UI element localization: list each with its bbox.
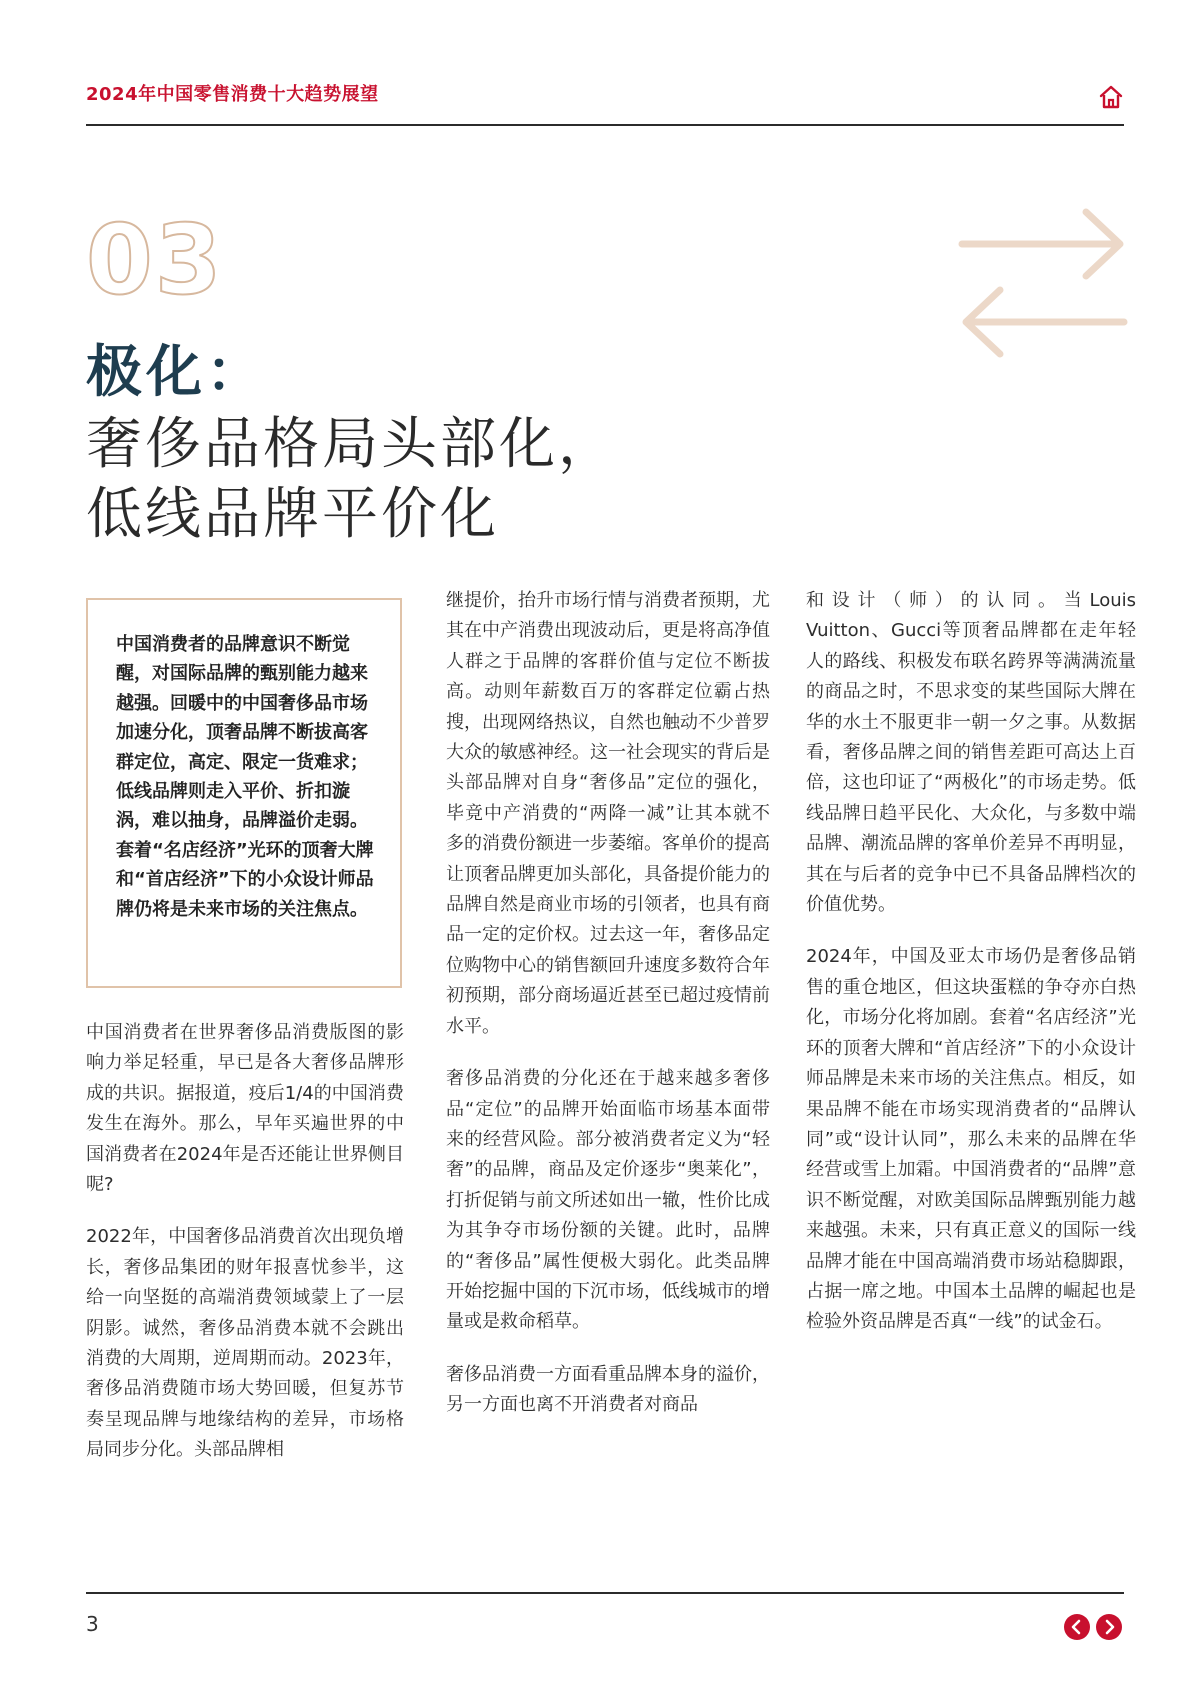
chapter-number: 03: [86, 204, 224, 316]
report-title: 2024年中国零售消费十大趋势展望: [86, 84, 379, 105]
next-page-button[interactable]: [1096, 1614, 1122, 1640]
text-column-3: [806, 586, 1136, 1360]
paragraph: 中国消费者在世界奢侈品消费版图的影响力举足轻重，早已是各大奢侈品牌形成的共识。据报道，疫后1/4的中国消费发生在海外。那么，早年买遍世界的中国消费者在2024年是否还能让世界侧目呢?: [86, 1022, 404, 1196]
chapter-title-line2: 低线品牌平价化: [86, 482, 499, 547]
previous-page-button[interactable]: [1064, 1614, 1090, 1640]
home-icon[interactable]: [1098, 84, 1124, 110]
paragraph: 2022年，中国奢侈品消费首次出现负增长，奢侈品集团的财年报喜忧参半，这给一向坚挺的高端消费领域蒙上了一层阴影。诚然，奢侈品消费本就不会跳出消费的大周期，逆周期而动。2023年，奢侈品消费随市场大势回暖，但复苏节奏呈现品牌与地缘结构的差异，市场格局同步分化。头部品牌相: [86, 1226, 404, 1461]
paragraph: 奢侈品消费一方面看重品牌本身的溢价，另一方面也离不开消费者对商品: [446, 1363, 770, 1416]
summary-box: [86, 598, 402, 988]
footer-divider: [86, 1592, 1124, 1594]
page-number: 3: [86, 1612, 99, 1636]
text-column-2: [446, 586, 770, 1443]
header-divider: [86, 124, 1124, 126]
paragraph: 2024年，中国及亚太市场仍是奢侈品销售的重仓地区，但这块蛋糕的争夺亦白热化，市场分化将加剧。套着“名店经济”光环的顶奢大牌和“首店经济”下的小众设计师品牌是未来市场的关注焦点。相反，如果品牌不能在市场实现消费者的“品牌认同”或“设计认同”，那么未来的品牌在华经营或雪上加霜。中国消费者的“品牌”意识不断觉醒，对欧美国际品牌甄别能力越来越强。未来，只有真正意义的国际一线品牌才能在中国高端消费市场站稳脚跟，占据一席之地。中国本土品牌的崛起也是检验外资品牌是否真“一线”的试金石。: [806, 946, 1136, 1333]
chevron-right-icon: [1096, 1614, 1122, 1640]
paragraph: 奢侈品消费的分化还在于越来越多奢侈品“定位”的品牌开始面临市场基本面带来的经营风险。部分被消费者定义为“轻奢”的品牌，商品及定价逐步“奥莱化”，打折促销与前文所述如出一辙，性价比成为其争夺市场份额的关键。此时，品牌的“奢侈品”属性便极大弱化。此类品牌开始挖掘中国的下沉市场，低线城市的增量或是救命稻草。: [446, 1068, 770, 1333]
chevron-left-icon: [1064, 1614, 1090, 1640]
chapter-title-bold: 极化：: [86, 340, 266, 405]
bidirectional-arrows-icon: [958, 208, 1128, 358]
summary-text: 中国消费者的品牌意识不断觉醒，对国际品牌的甄别能力越来越强。回暖中的中国奢侈品市场加速分化，顶奢品牌不断拔高客群定位，高定、限定一货难求；低线品牌则走入平价、折扣漩涡，难以抽身，品牌溢价走弱。套着“名店经济”光环的顶奢大牌和“首店经济”下的小众设计师品牌仍将是未来市场的关注焦点。: [116, 634, 374, 920]
paragraph: 和设计（师）的认同。当Louis Vuitton、Gucci等顶奢品牌都在走年轻人的路线、积极发布联名跨界等满满流量的商品之时，不思求变的某些国际大牌在华的水土不服更非一朝一夕之事。从数据看，奢侈品牌之间的销售差距可高达上百倍，这也印证了“两极化”的市场走势。低线品牌日趋平民化、大众化，与多数中端品牌、潮流品牌的客单价差异不再明显，其在与后者的竞争中已不具备品牌档次的价值优势。: [806, 590, 1136, 916]
paragraph: 继提价，抬升市场行情与消费者预期，尤其在中产消费出现波动后，更是将高净值人群之于品牌的客群价值与定位不断拔高。动则年薪数百万的客群定位霸占热搜，出现网络热议，自然也触动不少普罗大众的敏感神经。这一社会现实的背后是头部品牌对自身“奢侈品”定位的强化，毕竟中产消费的“两降一减”让其本就不多的消费份额进一步萎缩。客单价的提高让顶奢品牌更加头部化，具备提价能力的品牌自然是商业市场的引领者，也具有商品一定的定价权。过去这一年，奢侈品定位购物中心的销售额回升速度多数符合年初预期，部分商场逼近甚至已超过疫情前水平。: [446, 590, 770, 1037]
chapter-title-line1: 奢侈品格局头部化，: [86, 412, 617, 477]
text-column-1: [86, 1018, 404, 1488]
